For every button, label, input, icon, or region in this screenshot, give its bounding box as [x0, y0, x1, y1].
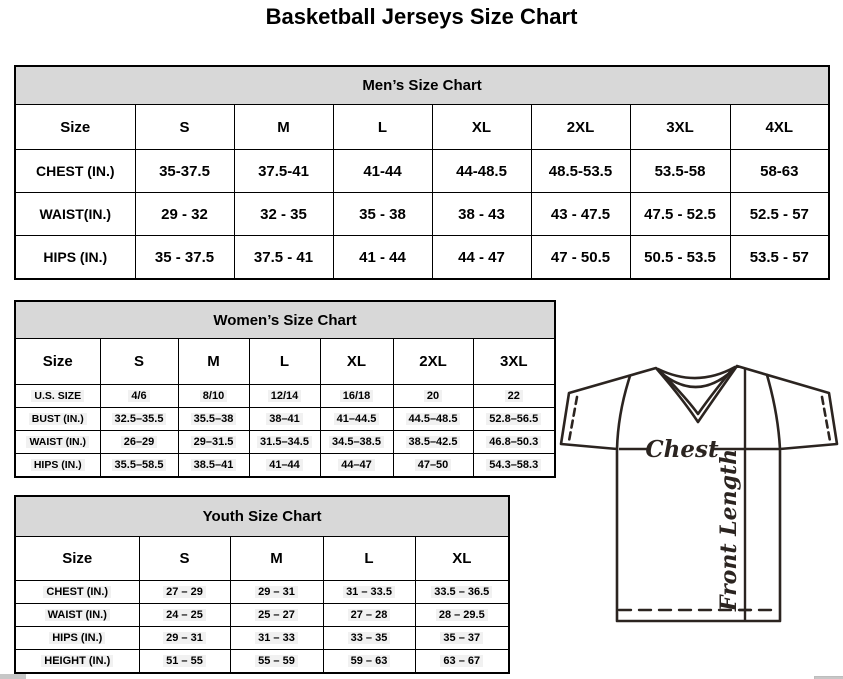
cell: 31 – 33: [230, 627, 323, 650]
cell: 52.5 - 57: [730, 193, 829, 236]
cell: 58-63: [730, 150, 829, 193]
womens-col-header-l: L: [249, 339, 320, 385]
youth-waist-row: [15, 604, 509, 627]
cell: 16/18: [320, 385, 393, 408]
cell: 53.5-58: [630, 150, 730, 193]
page-title: Basketball Jerseys Size Chart: [265, 4, 578, 29]
womens-us-size-row: [15, 385, 555, 408]
cell: 55 – 59: [230, 650, 323, 674]
cell: 44.5–48.5: [393, 408, 473, 431]
cell: 54.3–58.3: [473, 454, 555, 478]
cell: 29 – 31: [230, 581, 323, 604]
row-label: CHEST (IN.): [15, 150, 135, 193]
cell: 35-37.5: [135, 150, 234, 193]
cell: 33.5 – 36.5: [415, 581, 509, 604]
womens-col-header-3xl: 3XL: [473, 339, 555, 385]
jersey-outline: [561, 366, 837, 621]
womens-col-header-xl: XL: [320, 339, 393, 385]
cell: 27 – 29: [139, 581, 230, 604]
front-length-label: Front Length: [716, 448, 742, 612]
womens-hips-row: [15, 454, 555, 478]
row-label: HIPS (IN.): [15, 454, 100, 478]
cell: 35.5–38: [178, 408, 249, 431]
cell: 50.5 - 53.5: [630, 236, 730, 280]
cell: 37.5 - 41: [234, 236, 333, 280]
mens-col-header-size: Size: [15, 105, 135, 150]
cell: 22: [473, 385, 555, 408]
row-label: WAIST (IN.): [15, 604, 139, 627]
youth-col-header-xl: XL: [415, 537, 509, 581]
cell: 24 – 25: [139, 604, 230, 627]
mens-col-header-3xl: 3XL: [630, 105, 730, 150]
cell: 46.8–50.3: [473, 431, 555, 454]
mens-col-header-4xl: 4XL: [730, 105, 829, 150]
cell: 29 - 32: [135, 193, 234, 236]
cell: 44-48.5: [432, 150, 531, 193]
youth-size-chart-table: [14, 495, 510, 674]
youth-hips-row: [15, 627, 509, 650]
youth-chest-row: [15, 581, 509, 604]
row-label: HIPS (IN.): [15, 236, 135, 280]
mens-waist-row: [15, 193, 829, 236]
youth-col-header-size: Size: [15, 537, 139, 581]
mens-col-header-s: S: [135, 105, 234, 150]
mens-chest-row: [15, 150, 829, 193]
youth-col-header-l: L: [323, 537, 415, 581]
cell: 26–29: [100, 431, 178, 454]
youth-col-header-m: M: [230, 537, 323, 581]
cell: 47.5 - 52.5: [630, 193, 730, 236]
cell: 35.5–58.5: [100, 454, 178, 478]
womens-col-header-m: M: [178, 339, 249, 385]
womens-size-chart-table: [14, 300, 556, 478]
cell: 29–31.5: [178, 431, 249, 454]
chest-label: Chest: [645, 436, 719, 463]
cell: 29 – 31: [139, 627, 230, 650]
cell: 41-44: [333, 150, 432, 193]
mens-col-header-l: L: [333, 105, 432, 150]
row-label: HEIGHT (IN.): [15, 650, 139, 674]
cell: 12/14: [249, 385, 320, 408]
womens-waist-row: [15, 431, 555, 454]
womens-chart-title: Women’s Size Chart: [15, 301, 555, 339]
cell: 28 – 29.5: [415, 604, 509, 627]
cell: 52.8–56.5: [473, 408, 555, 431]
cell: 4/6: [100, 385, 178, 408]
youth-chart-title: Youth Size Chart: [15, 496, 509, 537]
youth-col-header-s: S: [139, 537, 230, 581]
mens-size-chart-table: [14, 65, 830, 280]
cell: 44–47: [320, 454, 393, 478]
cell: 35 - 37.5: [135, 236, 234, 280]
row-label: U.S. SIZE: [15, 385, 100, 408]
row-label: HIPS (IN.): [15, 627, 139, 650]
cell: 38.5–41: [178, 454, 249, 478]
cell: 38 - 43: [432, 193, 531, 236]
womens-col-header-2xl: 2XL: [393, 339, 473, 385]
womens-col-header-s: S: [100, 339, 178, 385]
cell: 41–44: [249, 454, 320, 478]
cell: 53.5 - 57: [730, 236, 829, 280]
mens-col-header-2xl: 2XL: [531, 105, 630, 150]
cell: 38–41: [249, 408, 320, 431]
cell: 47 - 50.5: [531, 236, 630, 280]
cell: 8/10: [178, 385, 249, 408]
cell: 63 – 67: [415, 650, 509, 674]
cell: 32 - 35: [234, 193, 333, 236]
womens-col-header-size: Size: [15, 339, 100, 385]
mens-col-header-xl: XL: [432, 105, 531, 150]
jersey-measurement-diagram: [556, 358, 843, 638]
cell: 33 – 35: [323, 627, 415, 650]
womens-bust-row: [15, 408, 555, 431]
cell: 32.5–35.5: [100, 408, 178, 431]
cell: 35 - 38: [333, 193, 432, 236]
row-label: WAIST (IN.): [15, 431, 100, 454]
mens-col-header-m: M: [234, 105, 333, 150]
cell: 59 – 63: [323, 650, 415, 674]
cell: 25 – 27: [230, 604, 323, 627]
mens-chart-title: Men’s Size Chart: [15, 66, 829, 105]
row-label: BUST (IN.): [15, 408, 100, 431]
cell: 34.5–38.5: [320, 431, 393, 454]
mens-hips-row: [15, 236, 829, 280]
cell: 20: [393, 385, 473, 408]
youth-height-row: [15, 650, 509, 674]
cell: 51 – 55: [139, 650, 230, 674]
cell: 31.5–34.5: [249, 431, 320, 454]
cell: 48.5-53.5: [531, 150, 630, 193]
cell: 43 - 47.5: [531, 193, 630, 236]
row-label: CHEST (IN.): [15, 581, 139, 604]
cell: 38.5–42.5: [393, 431, 473, 454]
cell: 41 - 44: [333, 236, 432, 280]
horizontal-scrollbar-fragment-left[interactable]: [0, 674, 26, 679]
row-label: WAIST(IN.): [15, 193, 135, 236]
cell: 31 – 33.5: [323, 581, 415, 604]
cell: 44 - 47: [432, 236, 531, 280]
cell: 41–44.5: [320, 408, 393, 431]
cell: 47–50: [393, 454, 473, 478]
cell: 35 – 37: [415, 627, 509, 650]
cell: 37.5-41: [234, 150, 333, 193]
cell: 27 – 28: [323, 604, 415, 627]
